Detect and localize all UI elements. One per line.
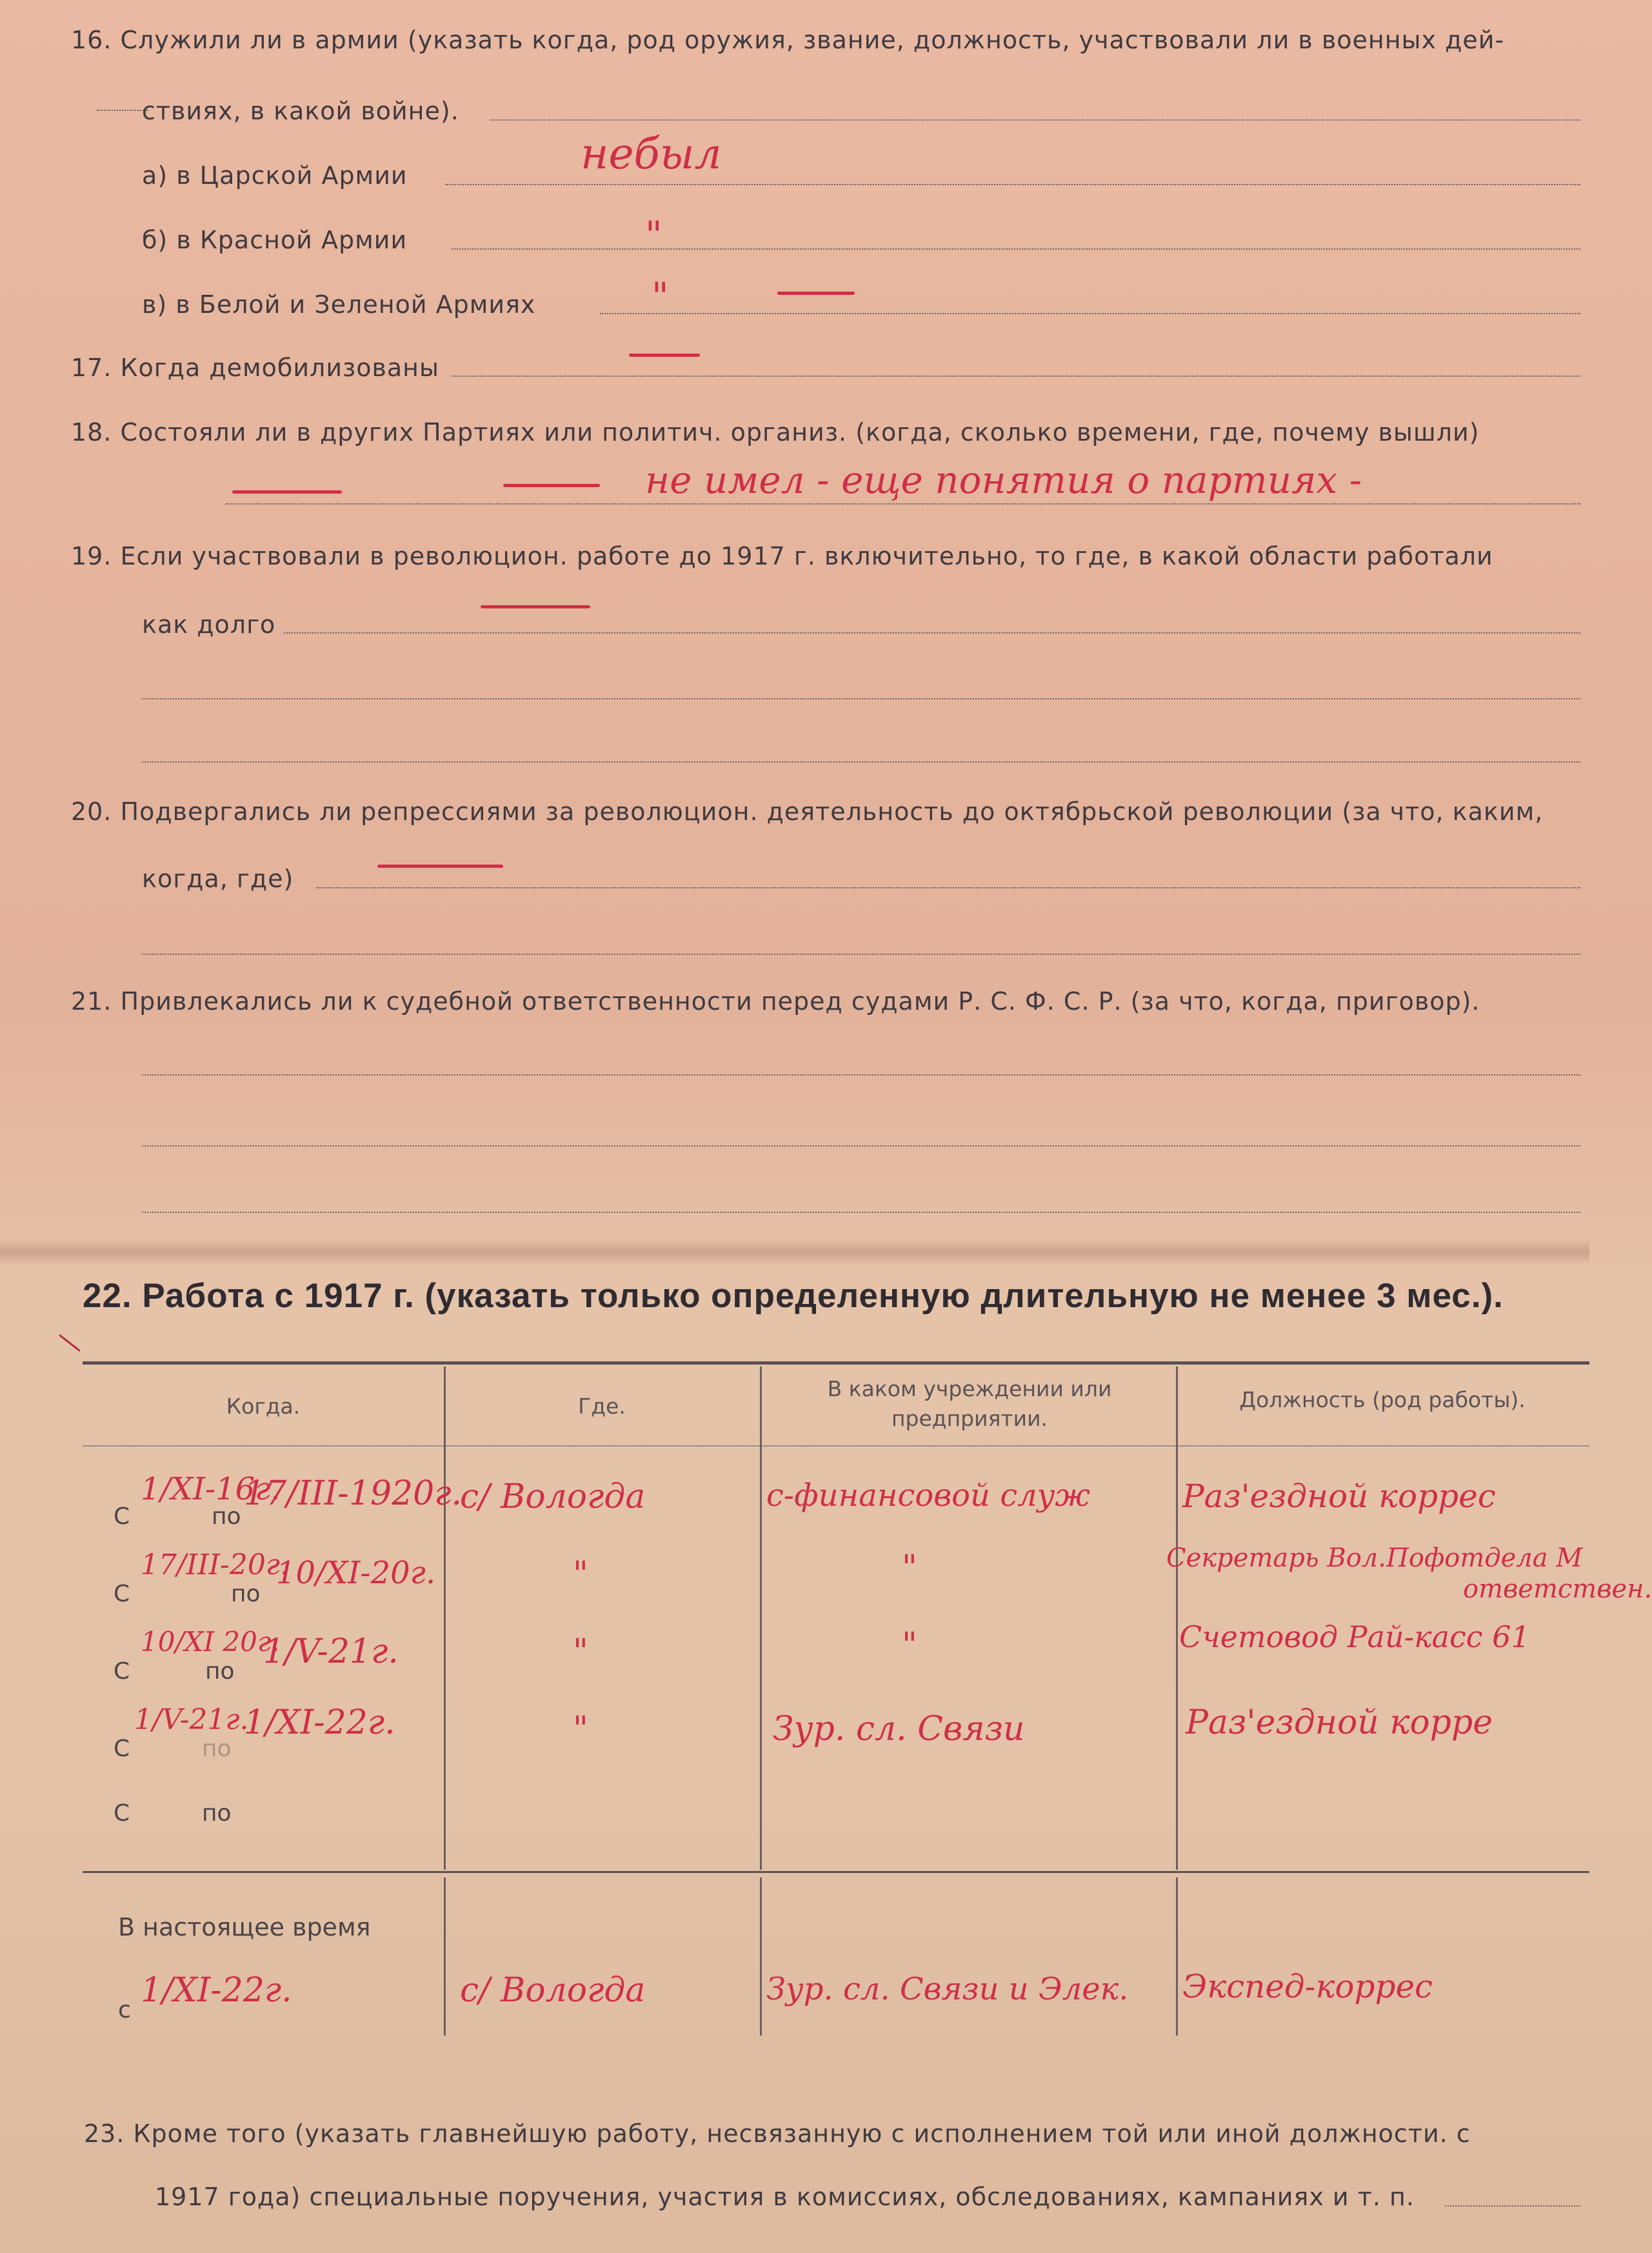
row4-from: 1/V-21г. [134, 1703, 249, 1736]
table-separator [83, 1871, 1589, 1873]
q16-tsarist-answer: небыл [581, 129, 722, 179]
answer-line [1445, 2205, 1580, 2207]
red-dash [232, 490, 342, 494]
column-divider [760, 1878, 762, 2036]
row2-to: 10/XI-20г. [276, 1555, 436, 1591]
row-to-label: по [212, 1503, 241, 1530]
paper-fold [0, 1239, 1589, 1265]
answer-line [316, 887, 1580, 888]
answer-line [490, 119, 1580, 121]
current-label: В настоящее время [118, 1913, 371, 1941]
row1-org: с-финансовой служ [766, 1477, 1091, 1514]
current-where: с/ Вологда [460, 1971, 646, 2010]
work-history-table [83, 1361, 1652, 2045]
answer-line [142, 1145, 1580, 1147]
row-to-label: по [231, 1581, 261, 1607]
row2-org: " [902, 1548, 917, 1587]
current-org: Зур. сл. Связи и Элек. [766, 1971, 1129, 2007]
answer-line [452, 376, 1580, 377]
row-to-label: по [202, 1736, 232, 1762]
table-header-border [83, 1445, 1589, 1447]
row2-position-cont: ответствен. [1463, 1574, 1652, 1604]
q18-answer: не имел - еще понятия о партиях - [645, 458, 1362, 502]
header-when: Когда. [226, 1394, 301, 1419]
row-to-label: по [202, 1800, 232, 1827]
section-22-title: 22. Работа с 1917 г. (указать только определенную длительную не менее 3 мес.). [83, 1277, 1504, 1315]
answer-line [284, 632, 1580, 634]
row3-from: 10/XI 20г. [141, 1626, 280, 1657]
row1-where: с/ Вологда [460, 1477, 646, 1516]
row2-from: 17/III-20г. [141, 1548, 290, 1581]
q16-red-label: б) в Красной Армии [142, 226, 408, 254]
answer-line [226, 503, 1580, 505]
row1-position: Раз'ездной коррес [1182, 1477, 1496, 1515]
question-16-cont: ствиях, в какой войне). [142, 97, 459, 125]
row-from-label: С [114, 1800, 130, 1827]
row-from-label: С [114, 1503, 130, 1530]
row4-to: 1/XI-22г. [244, 1703, 395, 1742]
row1-to: 17/III-1920г. [244, 1474, 463, 1513]
row-from-label: С [114, 1736, 130, 1762]
row1-from: 1/XI-16г. [141, 1471, 281, 1507]
q16-tsarist-label: а) в Царской Армии [142, 161, 408, 190]
current-position: Экспед-коррес [1182, 1968, 1433, 2005]
q16-red-answer: " [645, 213, 662, 257]
answer-line [600, 313, 1580, 314]
header-organization: В каком учреждении или предприятии. [827, 1376, 1112, 1431]
header-position: Должность (род работы). [1239, 1387, 1526, 1412]
row-from-label: С [114, 1581, 130, 1607]
red-dash [629, 354, 700, 357]
row-to-label: по [205, 1658, 235, 1685]
red-dash [503, 484, 600, 487]
current-prefix: с [118, 1997, 131, 2023]
table-top-border [83, 1361, 1589, 1365]
red-tick-mark [59, 1334, 80, 1352]
question-19-cont: как долго [142, 610, 276, 639]
question-20-cont: когда, где) [142, 865, 294, 893]
question-17: 17. Когда демобилизованы [71, 354, 440, 382]
column-divider [444, 1367, 446, 1870]
row-from-label: С [114, 1658, 130, 1685]
answer-line [142, 698, 1580, 699]
question-18: 18. Состояли ли в других Партиях или политич. организ. (когда, сколько времени, где, почему вышли) [71, 418, 1480, 446]
red-dash [377, 865, 503, 868]
red-dash [777, 292, 855, 295]
row4-org: Зур. сл. Связи [773, 1710, 1025, 1748]
row4-where: " [573, 1710, 588, 1748]
column-divider [760, 1367, 762, 1870]
question-23-cont: 1917 года) специальные поручения, участия в комиссиях, обследованиях, кампаниях и т. п. [155, 2183, 1415, 2211]
question-19: 19. Если участвовали в революцион. работе до 1917 г. включительно, то где, в какой области работали [71, 542, 1493, 570]
question-16: 16. Служили ли в армии (указать когда, род оружия, звание, должность, участвовали ли в военных дей- [71, 26, 1505, 54]
answer-line [97, 110, 148, 111]
row2-position: Секретарь Вол.Пофотдела М [1166, 1543, 1583, 1573]
column-divider [1176, 1367, 1178, 1870]
red-dash [481, 605, 590, 608]
question-23: 23. Кроме того (указать главнейшую работу, несвязанную с исполнением той или иной должности. с [84, 2119, 1471, 2148]
header-where: Где. [578, 1394, 626, 1419]
answer-line [142, 954, 1580, 955]
column-divider [1176, 1878, 1178, 2036]
question-21: 21. Привлекались ли к судебной ответственности перед судами Р. С. Ф. С. Р. (за что, когда, приговор). [71, 987, 1480, 1016]
row3-org: " [902, 1626, 917, 1665]
answer-line [142, 761, 1580, 763]
question-20: 20. Подвергались ли репрессиями за революцион. деятельность до октябрьской революции (за что, каким, [71, 797, 1544, 826]
answer-line [142, 1074, 1580, 1076]
answer-line [445, 184, 1580, 185]
current-from: 1/XI-22г. [141, 1971, 292, 2010]
answer-line [452, 248, 1580, 250]
q16-white-green-label: в) в Белой и Зеленой Армиях [142, 290, 536, 319]
column-divider [444, 1878, 446, 2036]
q16-white-green-answer: " [652, 274, 669, 318]
row2-where: " [573, 1555, 588, 1594]
row3-to: 1/V-21г. [263, 1632, 399, 1671]
row3-position: Счетовод Рай-касс 61 [1179, 1619, 1530, 1654]
row3-where: " [573, 1632, 588, 1671]
row4-position: Раз'ездной корре [1186, 1703, 1493, 1742]
answer-line [142, 1212, 1580, 1213]
